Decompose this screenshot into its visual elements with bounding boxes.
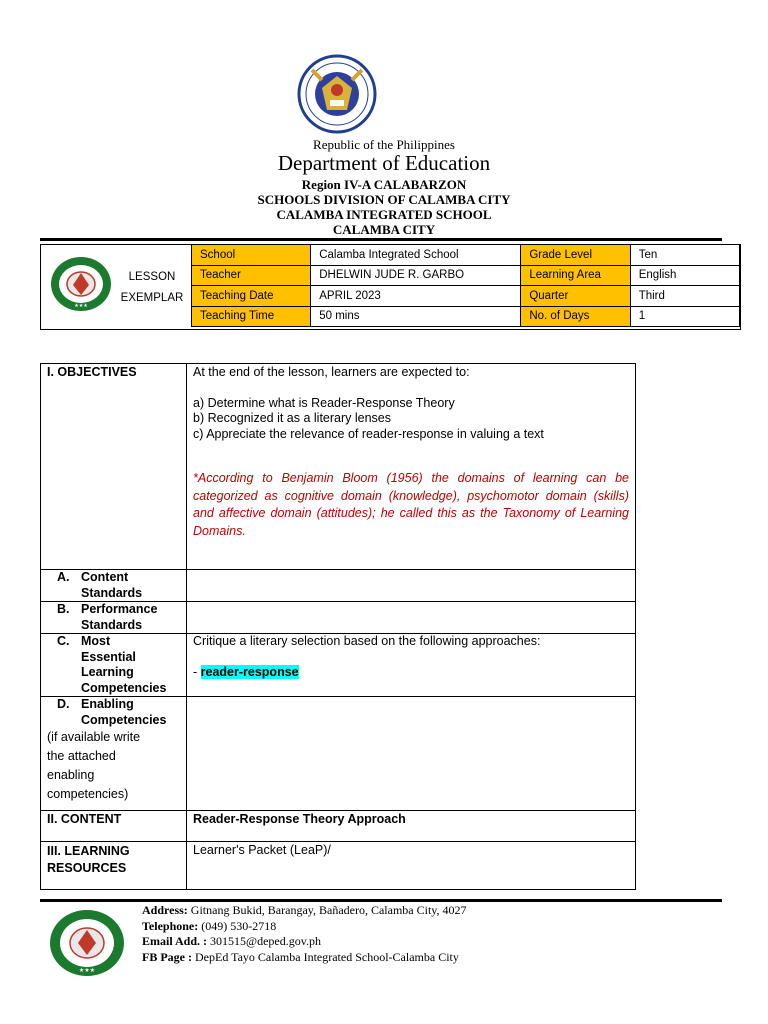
objectives-label: I. OBJECTIVES [47,365,137,379]
footer-fb-page [142,950,467,966]
competencies-bullet [193,665,629,681]
learning-resources-label-2: RESOURCES [47,861,127,875]
info-label: Teacher [192,265,311,286]
competencies-label-1: Most [81,634,111,648]
info-row-date [192,286,740,307]
svg-text:★★★: ★★★ [74,303,88,309]
content-label: II. CONTENT [47,812,122,826]
info-label: No. of Days [521,306,630,327]
footer-divider [40,899,722,902]
lesson-plan-table [40,363,636,890]
info-value: 50 mins [311,306,521,327]
competencies-row [41,634,636,697]
info-label: Teaching Time [192,306,311,327]
lesson-info-box [40,244,741,330]
enabling-note-2: the attached [47,749,116,763]
performance-standards-value-cell [187,602,636,634]
reader-response-highlight: reader-response [200,664,299,679]
enabling-competencies-row [41,697,636,811]
info-table [191,244,740,327]
content-standards-label-cell [41,570,187,602]
enabling-label-1: Enabling [81,697,134,711]
content-standards-value-cell [187,570,636,602]
objective-b: b) Recognized it as a literary lenses [193,411,392,425]
info-label: Grade Level [521,245,630,266]
objective-c: c) Appreciate the relevance of reader-response in valuing a text [193,426,544,441]
competencies-value-cell [187,634,636,697]
enabling-note-4: competencies) [47,787,129,801]
email-value: 301515@deped.gov.ph [207,934,321,948]
header-divider [40,238,722,241]
address-key: Address: [142,903,188,917]
info-label: School [192,245,311,266]
learning-resources-label-cell [41,842,187,890]
school-seal-logo [49,255,113,313]
deped-seal-logo [292,54,382,134]
republic-line: Republic of the Philippines [313,137,455,152]
footer-telephone [142,919,467,935]
svg-text:★★★: ★★★ [78,968,96,974]
content-value: Reader-Response Theory Approach [193,812,406,826]
objectives-intro: At the end of the lesson, learners are expected to: [193,365,470,379]
content-standards-label-1: Content [81,570,129,584]
content-label-cell [41,811,187,842]
content-value-cell [187,811,636,842]
info-row-teacher [192,265,740,286]
info-row-school [192,245,740,266]
email-key: Email Add. : [142,934,208,948]
learning-resources-label-1: III. LEARNING [47,844,130,858]
item-letter: C. [57,634,70,648]
item-letter: A. [57,570,70,584]
document-type [111,267,193,309]
content-row [41,811,636,842]
division-line: SCHOOLS DIVISION OF CALAMBA CITY [257,192,511,207]
fb-value: DepEd Tayo Calamba Integrated School-Calamba City [192,949,459,964]
info-value: DHELWIN JUDE R. GARBO [311,265,521,286]
info-value: Third [630,286,739,307]
performance-standards-row [41,602,636,634]
enabling-competencies-label-cell [41,697,187,811]
performance-standards-label-2: Standards [81,617,143,632]
school-line: CALAMBA INTEGRATED SCHOOL [276,207,492,222]
enabling-note-1: (if available write [47,730,141,744]
info-label: Learning Area [521,265,630,286]
competencies-label-cell [41,634,187,697]
info-value: English [630,265,739,286]
footer-email [142,934,467,950]
footer-contact [142,903,467,965]
content-standards-row [41,570,636,602]
city-line: CALAMBA CITY [332,222,436,237]
objectives-label-cell [41,364,187,570]
telephone-key: Telephone: [142,918,199,933]
content-standards-label-2: Standards [81,585,143,600]
learning-resources-row [41,842,636,890]
department-title: Department of Education [277,151,491,175]
info-label: Quarter [521,286,630,307]
document-type-line2: EXEMPLAR [120,292,184,304]
info-value: 1 [630,306,739,327]
footer-school-seal-logo [48,908,126,978]
address-value: Gitnang Bukid, Barangay, Bañadero, Calamba City, 4027 [187,903,467,917]
info-value: APRIL 2023 [311,286,521,307]
info-value: Calamba Integrated School [311,245,521,266]
enabling-label-2: Competencies [81,712,167,727]
competencies-label-4: Competencies [81,680,167,695]
document-type-line1: LESSON [128,271,176,283]
region-line: Region IV-A CALABARZON [301,177,467,192]
competencies-text: Critique a literary selection based on the following approaches: [193,634,541,648]
item-letter: B. [57,602,70,616]
footer-address [142,903,467,919]
fb-key: FB Page : [142,949,192,964]
performance-standards-label-1: Performance [81,602,158,616]
info-row-time [192,306,740,327]
objectives-row [41,364,636,570]
info-label: Teaching Date [192,286,311,307]
competencies-label-2: Essential [81,649,136,664]
bullet-prefix: - [193,664,201,679]
objectives-content-cell [187,364,636,570]
item-letter: D. [57,697,70,711]
performance-standards-label-cell [41,602,187,634]
telephone-value: (049) 530-2718 [198,918,277,933]
competencies-label-3: Learning [81,665,134,679]
objective-a: a) Determine what is Reader-Response Theory [193,395,455,410]
bloom-note: *According to Benjamin Bloom (1956) the domains of learning can be categorized as cognitive domain (knowledge), psychomotor domain (skills) and affective domain (attitudes); he called this as the Taxonomy of Learning Domains. [193,471,629,538]
info-value: Ten [630,245,739,266]
learning-resources-value-cell [187,842,636,890]
enabling-competencies-value-cell [187,697,636,811]
enabling-note-3: enabling [47,768,95,782]
learning-resources-value: Learner's Packet (LeaP)/ [193,843,331,857]
